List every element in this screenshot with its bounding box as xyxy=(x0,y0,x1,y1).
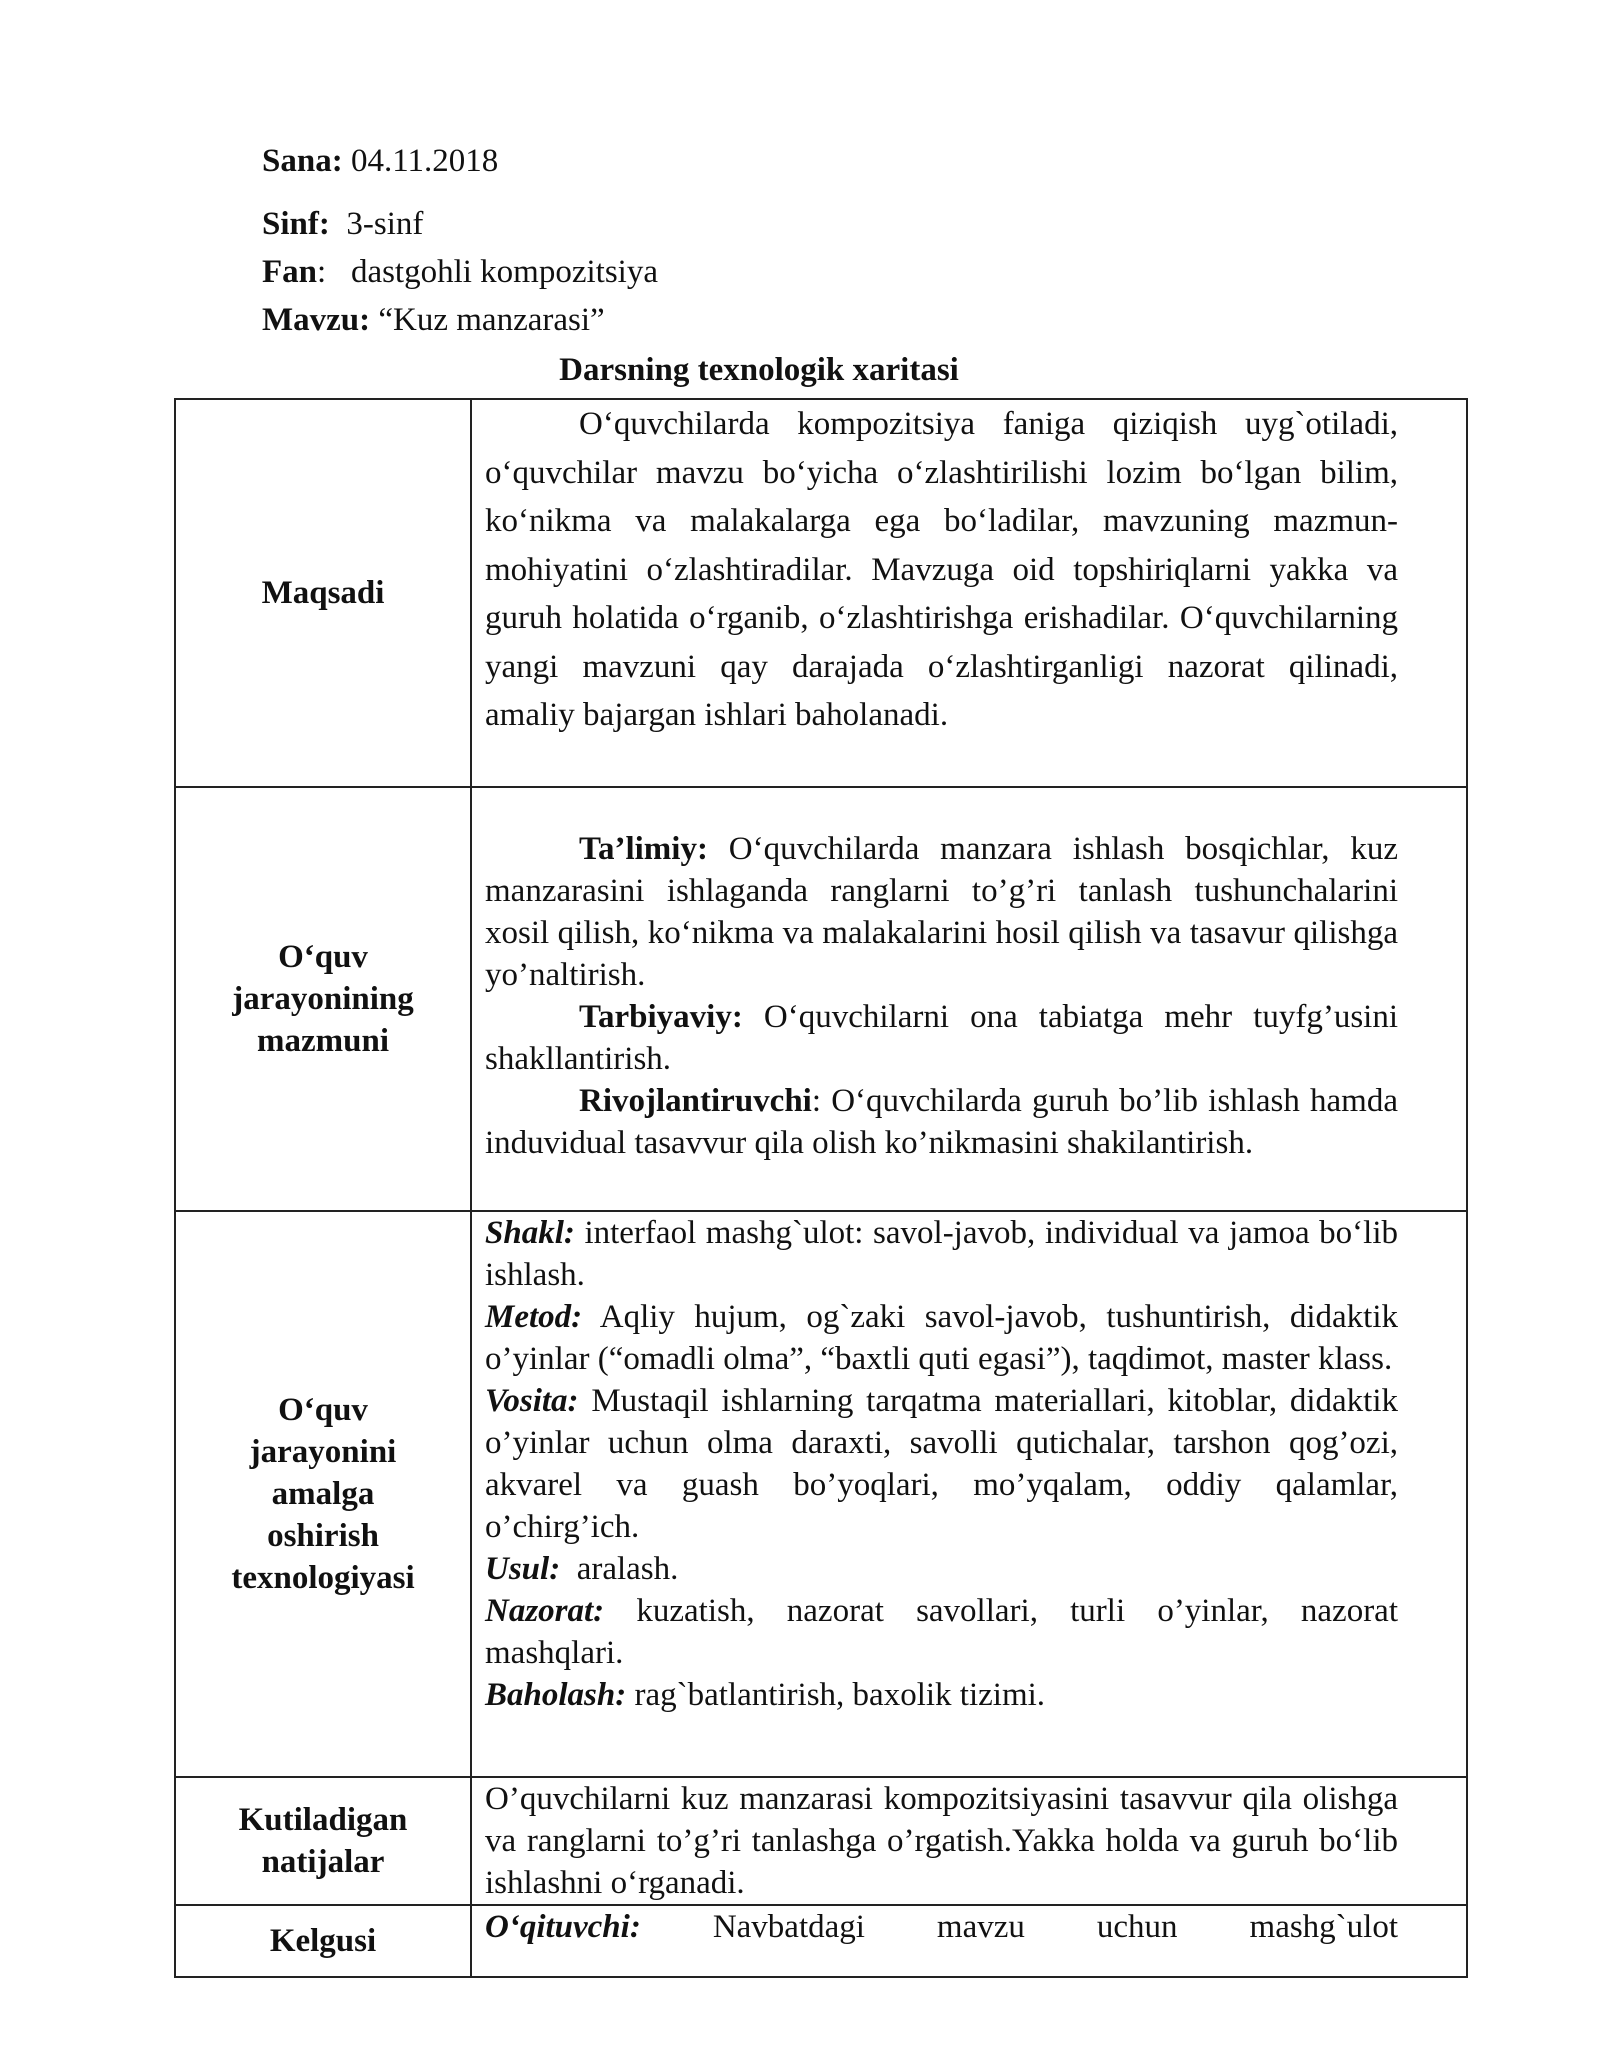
shakl-text: interfaol mashg`ulot: savol-javob, individual va jamoa bo‘lib ishlash. xyxy=(485,1215,1398,1293)
row-label-mazmuni-2: jarayonining xyxy=(232,981,414,1017)
tarbiyaviy-paragraph xyxy=(485,996,1398,1080)
row-label-texnologiya-5: texnologiyasi xyxy=(231,1560,415,1596)
topic-line xyxy=(262,300,605,340)
nazorat-paragraph xyxy=(485,1590,1398,1674)
topic-value: “Kuz manzarasi” xyxy=(378,302,605,338)
row-label-maqsadi: Maqsadi xyxy=(261,575,385,611)
metod-paragraph xyxy=(485,1296,1398,1380)
subject-colon: : xyxy=(317,254,327,290)
subject-line xyxy=(262,252,658,292)
vosita-text: Mustaqil ishlarning tarqatma materiallari, kitoblar, didaktik o’yinlar uchun olma daraxti, savolli qutichalar, tarshon qog’ozi, akvarel va guash bo’yoqlari, mo’yqalam, oddiy qalamlar, o’chirg’ich. xyxy=(485,1383,1398,1545)
lesson-map-table xyxy=(174,398,1468,1978)
baholash-text: rag`batlantirish, baxolik tizimi. xyxy=(634,1677,1046,1713)
label-cell-natijalar xyxy=(175,1777,471,1905)
table-row-maqsadi xyxy=(175,399,1467,787)
nazorat-label: Nazorat: xyxy=(485,1593,605,1629)
label-cell-texnologiya xyxy=(175,1211,471,1777)
document-title-text: Darsning texnologik xaritasi xyxy=(559,352,959,388)
table-row-texnologiya xyxy=(175,1211,1467,1777)
usul-text: aralash. xyxy=(576,1551,679,1587)
row-label-texnologiya-2: jarayonini xyxy=(249,1434,397,1470)
shakl-paragraph xyxy=(485,1212,1398,1296)
natijalar-text: O’quvchilarni kuz manzarasi kompozitsiyasini tasavvur qila olishga va ranglarni to’g’ri tanlashga o’rgatish.Yakka holda va guruh bo‘lib ishlashni o‘rganadi. xyxy=(485,1781,1398,1901)
subject-label: Fan xyxy=(262,254,318,290)
class-label: Sinf: xyxy=(262,206,330,242)
label-cell-mazmuni xyxy=(175,787,471,1211)
content-cell-texnologiya xyxy=(471,1211,1467,1777)
row-label-natijalar-1: Kutiladigan xyxy=(238,1802,408,1838)
table-row-kelgusi xyxy=(175,1905,1467,1977)
row-label-kelgusi: Kelgusi xyxy=(269,1923,377,1959)
rivoj-label: Rivojlantiruvchi xyxy=(579,1083,812,1119)
talimiy-text: O‘quvchilarda manzara ishlash bosqichlar, kuz manzarasini ishlaganda ranglarni to’g’ri tanlash tushunchalarini xosil qilish, ko‘nikma va malakalarini hosil qilish va tasavur qilishga yo’naltirish. xyxy=(485,831,1398,993)
kelgusi-text: Navbatdagi mavzu uchun mashg`ulot xyxy=(712,1909,1399,1945)
vosita-paragraph xyxy=(485,1380,1398,1548)
content-cell-kelgusi xyxy=(471,1905,1467,1977)
metod-text: Aqliy hujum, og`zaki savol-javob, tushuntirish, didaktik o’yinlar (“omadli olma”, “baxtli quti egasi”), taqdimot, master klass. xyxy=(485,1299,1398,1377)
usul-label: Usul: xyxy=(485,1551,561,1587)
document-title xyxy=(0,350,1600,390)
table-row-mazmuni xyxy=(175,787,1467,1211)
subject-value: dastgohli kompozitsiya xyxy=(350,254,658,290)
tarbiyaviy-label: Tarbiyaviy: xyxy=(579,999,743,1035)
class-value: 3-sinf xyxy=(346,206,424,242)
date-value: 04.11.2018 xyxy=(350,143,499,179)
content-cell-maqsadi xyxy=(471,399,1467,787)
class-line xyxy=(262,204,423,244)
topic-label: Mavzu: xyxy=(262,302,371,338)
usul-paragraph xyxy=(485,1548,1398,1590)
metod-label: Metod: xyxy=(485,1299,583,1335)
table-row-natijalar xyxy=(175,1777,1467,1905)
content-cell-mazmuni xyxy=(471,787,1467,1211)
row-label-texnologiya-4: oshirish xyxy=(267,1518,379,1554)
maqsadi-text: O‘quvchilarda kompozitsiya faniga qiziqish uyg`otiladi, o‘quvchilar mavzu bo‘yicha o‘zlashtirilishi lozim bo‘lgan bilim, ko‘nikma va malakalarga ega bo‘ladilar, mavzuning mazmun-mohiyatini o‘zlashtiradilar. Mavzuga oid topshiriqlarni yakka va guruh holatida o‘rganib, o‘zlashtirishga erishadilar. O‘quvchilarning yangi mavzuni qay darajada o‘zlashtirganligi nazorat qilinadi, amaliy bajargan ishlari baholanadi. xyxy=(485,406,1398,733)
row-label-texnologiya-1: O‘quv xyxy=(278,1392,368,1428)
tarbiyaviy-text: O‘quvchilarni ona tabiatga mehr tuyfg’usini shakllantirish. xyxy=(485,999,1398,1077)
content-cell-natijalar xyxy=(471,1777,1467,1905)
baholash-paragraph xyxy=(485,1674,1398,1716)
shakl-label: Shakl: xyxy=(485,1215,575,1251)
row-label-texnologiya-3: amalga xyxy=(271,1476,375,1512)
row-label-mazmuni-3: mazmuni xyxy=(257,1023,389,1059)
talimiy-label: Ta’limiy: xyxy=(579,831,708,867)
label-cell-maqsadi xyxy=(175,399,471,787)
date-line xyxy=(262,141,498,181)
kelgusi-paragraph xyxy=(485,1906,1398,1948)
row-label-natijalar-2: natijalar xyxy=(261,1844,385,1880)
row-label-mazmuni-1: O‘quv xyxy=(278,939,368,975)
date-label: Sana: xyxy=(262,143,343,179)
baholash-label: Baholash: xyxy=(485,1677,627,1713)
nazorat-text: kuzatish, nazorat savollari, turli o’yinlar, nazorat mashqlari. xyxy=(485,1593,1398,1671)
label-cell-kelgusi xyxy=(175,1905,471,1977)
rivoj-paragraph xyxy=(485,1080,1398,1164)
vosita-label: Vosita: xyxy=(485,1383,579,1419)
rivoj-text: : O‘quvchilarda guruh bo’lib ishlash hamda induvidual tasavvur qila olish ko’nikmasini shakilantirish. xyxy=(485,1083,1398,1161)
kelgusi-label: O‘qituvchi: xyxy=(485,1909,641,1945)
talimiy-paragraph xyxy=(485,828,1398,996)
